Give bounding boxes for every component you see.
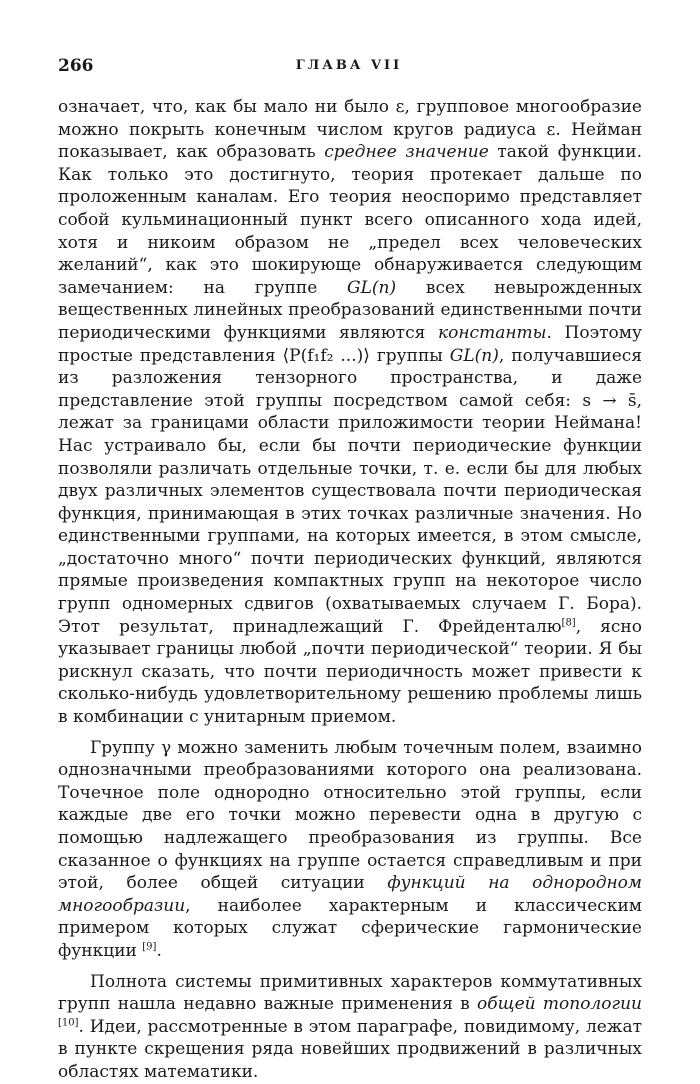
paragraph-3 — [58, 971, 642, 1084]
emphasis-term: константы — [437, 322, 547, 343]
text-run: означает, что, как бы мало ни было ε, групповое многообразие можно покрыть конечным числом кругов радиуса ε. Нейман показывает, как образовать — [58, 97, 642, 163]
text-run: такой функции. Как только это достигнуто, теория протекает дальше по проложенным каналам. Его теория неоспоримо представляет собой кульминационный пункт всего описанного хода идей, хотя и никоим образом не „предел всех человеческих желаний“, как это шокирующе обнаруживается следующим замечанием: на группе — [58, 142, 642, 298]
citation-ref: [8] — [561, 617, 576, 628]
citation-ref: [10] — [58, 1017, 79, 1029]
text-run: . — [156, 940, 162, 961]
text-run: . Поэтому простые представления ⟨P(f₁f₂ ...)⟩ группы — [58, 322, 642, 366]
page-number: 266 — [58, 56, 94, 76]
page-body — [58, 96, 642, 1084]
emphasis-term: функций на однородном многообразии — [58, 873, 642, 916]
text-run: . Идеи, рассмотренные в этом параграфе, повидимому, лежат в пункте скрещения ряда новейших продвижений в различных областях математики. — [58, 1016, 642, 1082]
paragraph-2 — [58, 737, 642, 963]
emphasis-term: общей топологии — [476, 994, 642, 1015]
emphasis-term: GL(n) — [347, 277, 397, 298]
running-head: ГЛАВА VII — [295, 58, 403, 73]
text-run: , ясно указывает границы любой „почти периодической“ теории. Я бы рискнул сказать, что почти периодичность может привести к сколько-нибудь удовлетворительному решению проблемы лишь в комбинации с унитарным приемом. — [58, 616, 642, 728]
text-run: всех невырожденных вещественных линейных преобразований единственными почти периодическими функциями являются — [58, 277, 642, 343]
emphasis-term: среднее значение — [324, 142, 489, 163]
text-run: Группу γ можно заменить любым точечным полем, взаимно однозначными преобразованиями которого она реализована. Точечное поле однородно относительно этой группы, если каждые две его точки можно перевести одна в другую с помощью надлежащего преобразования из группы. Все сказанное о функциях на группе остается справедливым и при этой, более общей ситуации — [58, 737, 642, 894]
text-run: Полнота системы примитивных характеров коммутативных групп нашла недавно важные применения в — [58, 971, 642, 1015]
emphasis-term: GL(n) — [449, 345, 499, 366]
page-header — [58, 56, 640, 78]
text-run: , получавшиеся из разложения тензорного пространства, и даже представление этой группы посредством самой себя: s → s̄, лежат за границами области приложимости теории Неймана! Нас устраивало бы, если бы почти периодические функции позволяли различать отдельные точки, т. е. если бы для любых двух различных элементов существовала почти периодическая функция, принимающая в этих точках различные значения. Но единственными группами, на которых имеется, в этом смысле, „достаточно много“ почти периодических функций, являются прямые произведения компактных групп на некоторое число групп одномерных сдвигов (охватываемых случаем Г. Бора). Этот результат, принадлежащий Г. Фрейденталю — [58, 345, 642, 637]
text-run: , наиболее характерным и классическим примером которых служат сферические гармонические функции — [58, 895, 642, 961]
paragraph-1 — [58, 96, 642, 729]
citation-ref: [9] — [142, 941, 157, 953]
